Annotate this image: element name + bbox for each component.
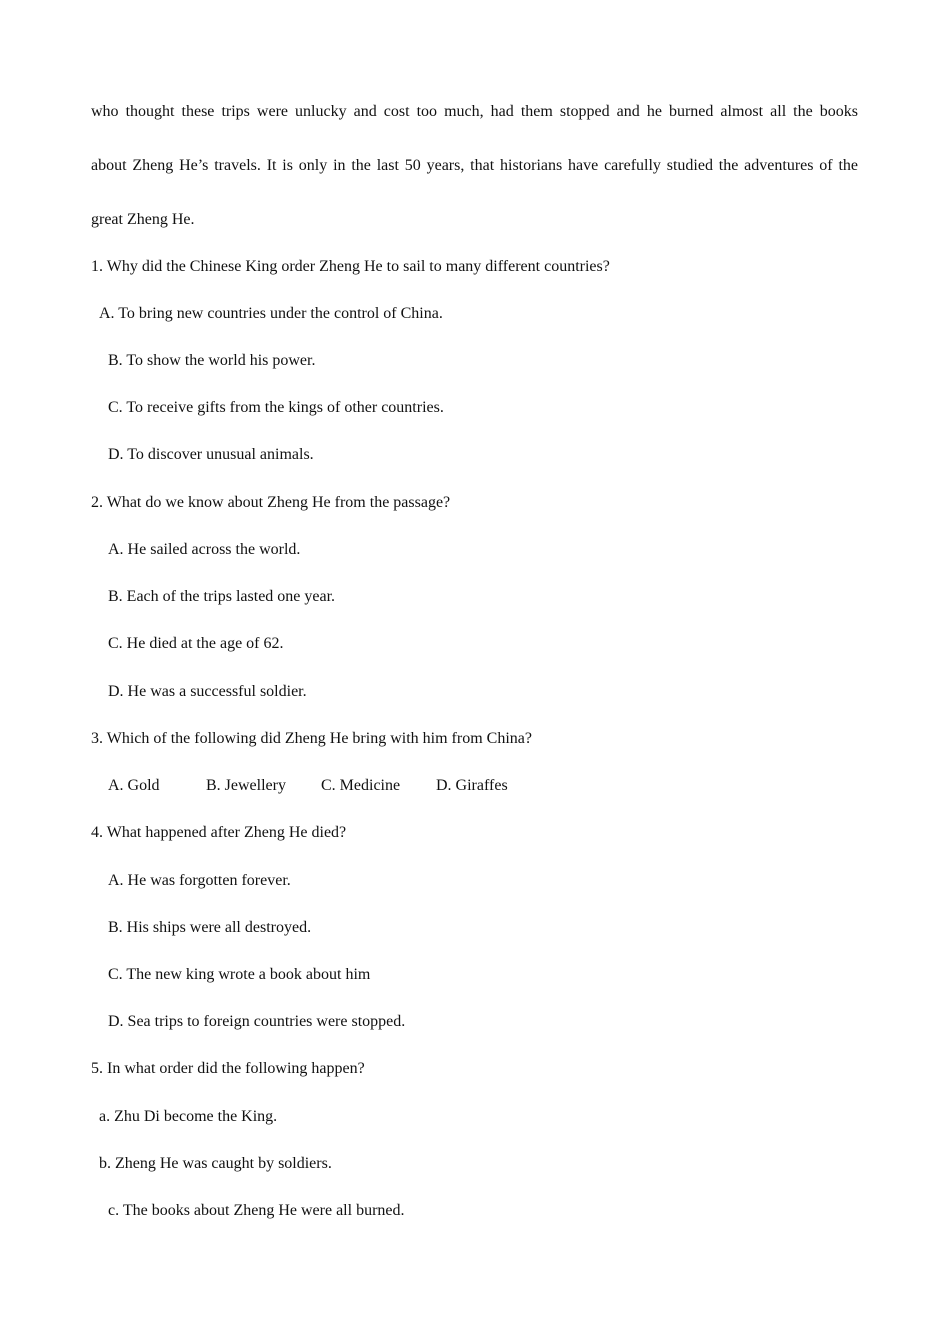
passage-line: who thought these trips were unlucky and cost too much, had them stopped and he burned almost all the books [91, 103, 858, 120]
passage-line: about Zheng He’s travels. It is only in the last 50 years, that historians have carefully studied the adventures of the [91, 157, 858, 174]
order-item: a. Zhu Di become the King. [99, 1108, 278, 1125]
answer-option: B. His ships were all destroyed. [108, 919, 312, 936]
question-text: 3. Which of the following did Zheng He bring with him from China? [91, 730, 532, 747]
answer-option: D. He was a successful soldier. [108, 683, 307, 700]
passage-line: great Zheng He. [91, 211, 195, 228]
question-text: 2. What do we know about Zheng He from the passage? [91, 494, 451, 511]
answer-option: B. Each of the trips lasted one year. [108, 588, 336, 605]
answer-option: C. The new king wrote a book about him [108, 966, 371, 983]
answer-option: C. To receive gifts from the kings of other countries. [108, 399, 444, 416]
answer-option: D. To discover unusual animals. [108, 446, 314, 463]
answer-option: D. Sea trips to foreign countries were stopped. [108, 1013, 406, 1030]
answer-option: A. Gold [108, 777, 160, 794]
question-text: 5. In what order did the following happen? [91, 1060, 365, 1077]
answer-option: D. Giraffes [436, 777, 508, 794]
order-item: c. The books about Zheng He were all burned. [108, 1202, 405, 1219]
order-item: b. Zheng He was caught by soldiers. [99, 1155, 332, 1172]
answer-option: B. Jewellery [206, 777, 286, 794]
answer-option: A. He was forgotten forever. [108, 872, 291, 889]
question-text: 4. What happened after Zheng He died? [91, 824, 347, 841]
answer-option: C. Medicine [321, 777, 401, 794]
answer-option: B. To show the world his power. [108, 352, 316, 369]
answer-option: C. He died at the age of 62. [108, 635, 284, 652]
answer-option: A. He sailed across the world. [108, 541, 301, 558]
answer-option: A. To bring new countries under the control of China. [99, 305, 443, 322]
question-text: 1. Why did the Chinese King order Zheng He to sail to many different countries? [91, 258, 610, 275]
